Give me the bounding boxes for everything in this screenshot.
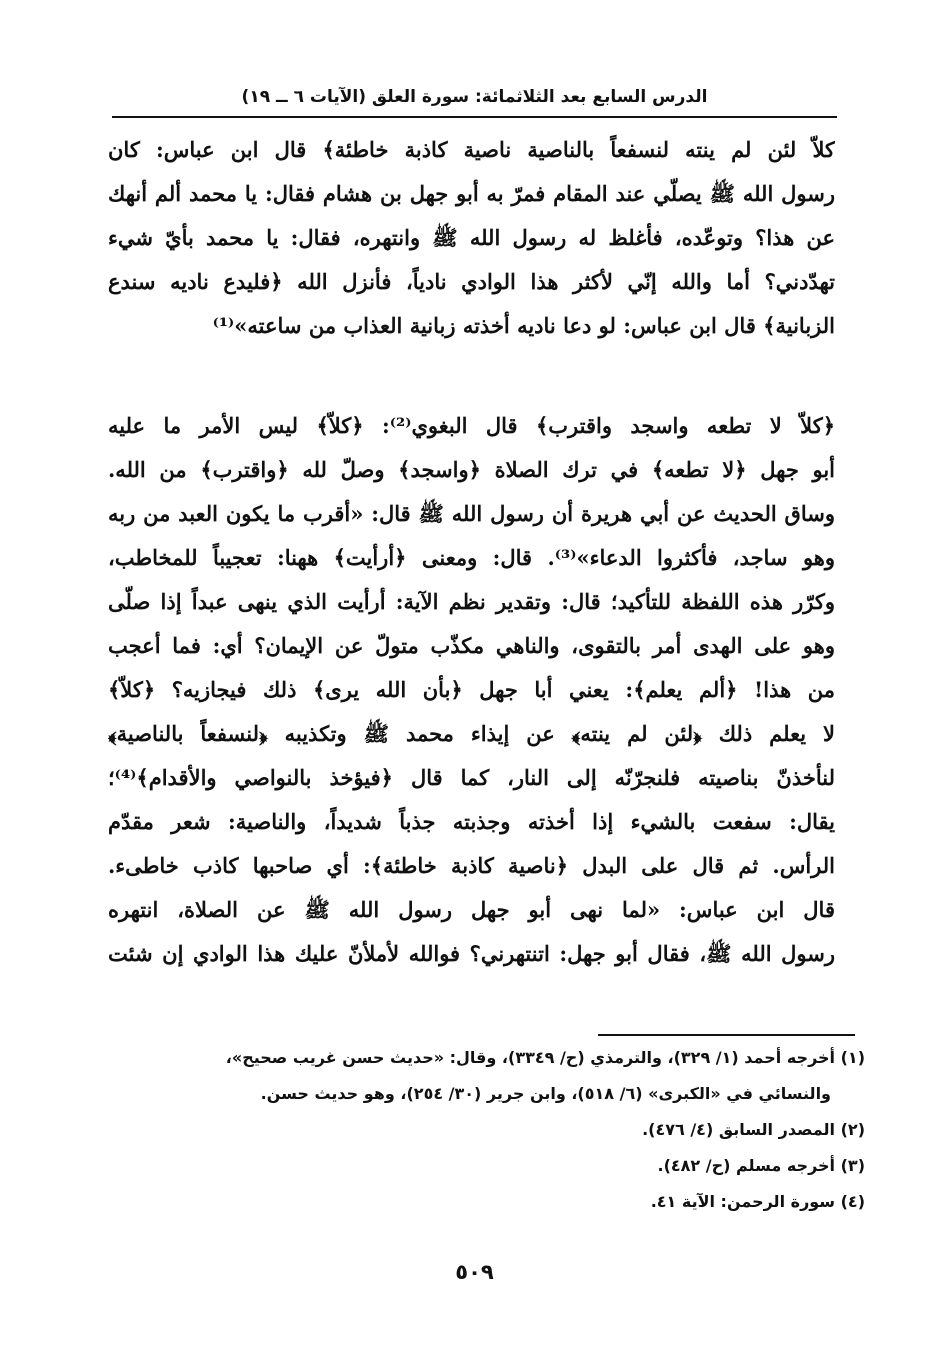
text-line: وهو على الهدى أمر بالتقوى، والناهي مكذّب متولّ عن الإيمان؟ أي: فما أعجب [108,633,835,658]
footnotes [100,1040,865,1220]
text-line: وساق الحديث عن أبي هريرة أن رسول الله ﷺ قال: «أقرب ما يكون العبد من ربه [108,501,835,526]
footnote-4: (٤) سورة الرحمن: الآية ٤١. [650,1192,865,1211]
paragraph-1 [108,128,835,348]
text-line: قال ابن عباس: «لما نهى أبو جهل رسول الله ﷺ عن الصلاة، انتهره [108,897,835,922]
footnote-1-continued: والنسائي في «الكبرى» (٦/ ٥١٨)، وابن جرير (٣٠/ ٢٥٤)، وهو حديث حسن. [260,1084,831,1103]
text-line: عن هذا؟ وتوعّده، فأغلظ له رسول الله ﷺ وانتهره، فقال: يا محمد بأيّ شيء [108,225,835,250]
text-line: رسول الله ﷺ يصلّي عند المقام فمرّ به أبو جهل بن هشام فقال: يا محمد ألم أنهك [108,181,835,206]
text-line: من هذا! ﴿ألم يعلم﴾: يعني أبا جهل ﴿بأن الله يرى﴾ ذلك فيجازيه؟ ﴿كلاّ﴾ [108,677,835,702]
text-line: وهو ساجد، فأكثروا الدعاء»⁽³⁾. قال: ومعنى ﴿أرأيت﴾ ههنا: تعجيباً للمخاطب، [108,545,835,570]
text-line: لا يعلم ذلك ﴿لئن لم ينته﴾ عن إيذاء محمد ﷺ وتكذيبه ﴿لنسفعاً بالناصية﴾ [108,721,835,746]
text-line: رسول الله ﷺ، فقال أبو جهل: اتنتهرني؟ فوالله لأملأنّ عليك هذا الوادي إن شئت [108,941,835,966]
footnote-1: (١) أخرجه أحمد (١/ ٣٢٩)، والترمذي (ح/ ٣٣٤٩)، وقال: «حديث حسن غريب صحيح»، [225,1048,865,1067]
paragraph-2 [108,404,835,976]
footnote-separator [598,1034,855,1036]
footnote-3: (٣) أخرجه مسلم (ح/ ٤٨٢). [657,1156,865,1175]
text-line: الزبانية﴾ قال ابن عباس: لو دعا ناديه أخذته زبانية العذاب من ساعته»⁽¹⁾ [212,313,835,338]
text-line: كلاّ لئن لم ينته لنسفعاً بالناصية ناصية كاذبة خاطئة﴾ قال ابن عباس: كان [108,137,835,162]
text-line: ﴿كلاّ لا تطعه واسجد واقترب﴾ قال البغوي⁽²⁾: ﴿كلاّ﴾ ليس الأمر ما عليه [108,413,835,438]
text-line: الرأس. ثم قال على البدل ﴿ناصية كاذبة خاطئة﴾: أي صاحبها كاذب خاطىء. [108,853,835,878]
text-line: وكرّر هذه اللفظة للتأكيد؛ قال: وتقدير نظم الآية: أرأيت الذي ينهى عبداً إذا صلّى [108,589,835,614]
running-header: الدرس السابع بعد الثلاثمائة: سورة العلق (الآيات ٦ ــ ١٩) [241,87,708,107]
header-rule [112,116,837,118]
text-line: يقال: سفعت بالشيء إذا أخذته وجذبته جذباً شديداً، والناصية: شعر مقدّم [108,809,835,834]
text-line: لنأخذنّ بناصيته فلنجرّنّه إلى النار، كما قال ﴿فيؤخذ بالنواصي والأقدام﴾⁽⁴⁾؛ [108,765,835,790]
text-line: تهدّدني؟ أما والله إنّي لأكثر هذا الوادي نادياً، فأنزل الله ﴿فليدع ناديه سندع [108,269,835,294]
footnote-2: (٢) المصدر السابق (٤/ ٤٧٦). [642,1120,865,1139]
text-line: أبو جهل ﴿لا تطعه﴾ في ترك الصلاة ﴿واسجد﴾ وصلّ لله ﴿واقترب﴾ من الله. [108,457,835,482]
page-number: ٥٠٩ [455,1260,494,1284]
